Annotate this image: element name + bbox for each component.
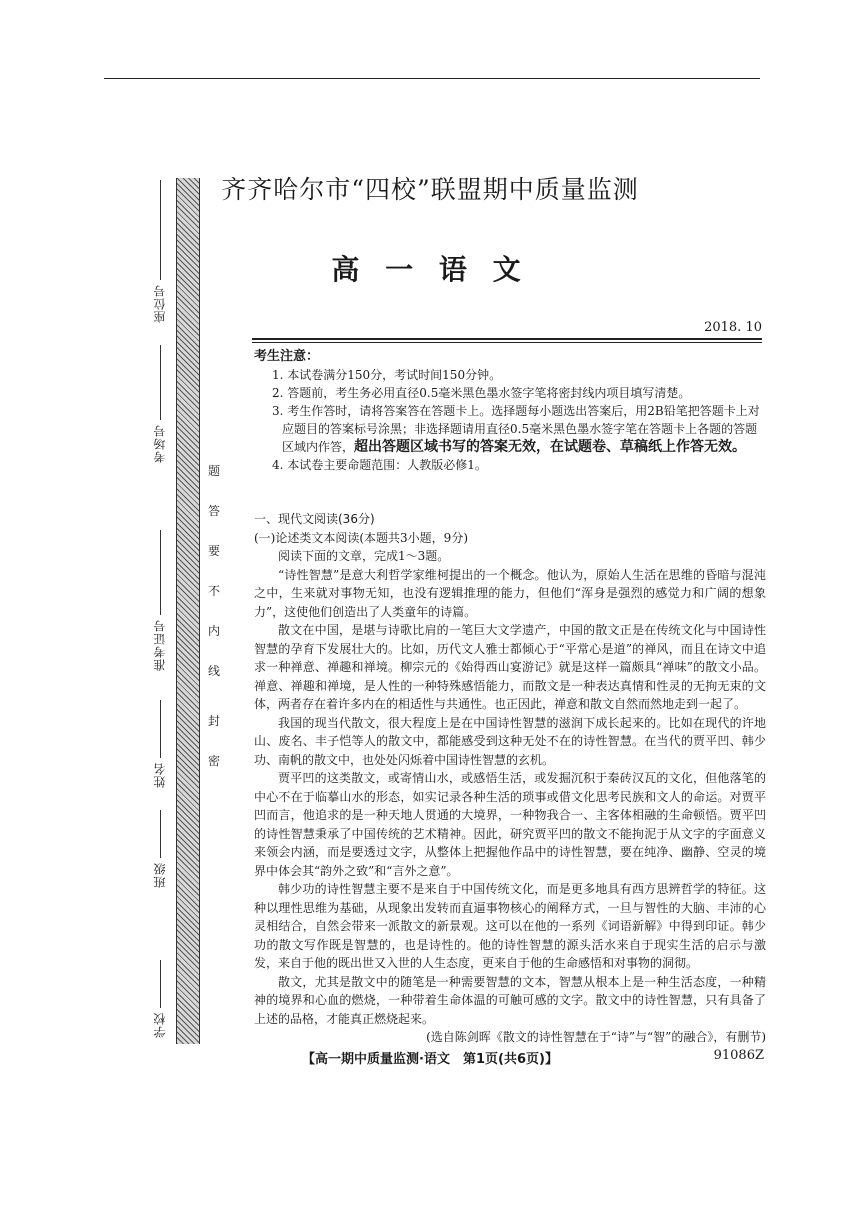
admission-number-field[interactable]: 准考证号: [150, 530, 170, 690]
article-paragraph: 贾平凹的这类散文，或寄情山水，或感悟生活，或发掘沉积于秦砖汉瓦的文化，但他落笔的中心不在于临摹山水的形态，如实记录各种生活的琐事或借文化思考民族和文人的命运。对贾平凹而言，他追求的是一种天地人贯通的大境界，一种物我合一、主客体相融的生命顿悟。贾平凹的诗性智慧秉承了中国传统的艺术精神。因此，研究贾平凹的散文不能拘泥于从文字的字面意义来领会内涵，而是要透过文字，从整体上把握他作品中的诗性智慧，要在纯净、幽静、空灵的境界中体会其“韵外之致”和“言外之意”。: [254, 771, 766, 878]
header-divider: [252, 338, 762, 343]
seal-char: 要: [207, 544, 220, 558]
exam-title: 齐齐哈尔市“四校”联盟期中质量监测: [221, 175, 639, 204]
class-field[interactable]: 班级: [150, 810, 170, 895]
exam-date: 2018. 10: [704, 320, 762, 335]
seal-char: 内: [207, 624, 220, 638]
article-paragraph: “诗性智慧”是意大利哲学家维柯提出的一个概念。他认为，原始人生活在思维的昏暗与混沌之中，生来就对事物无知，也没有逻辑推理的能力，但他们“浑身是强烈的感觉力和广阔的想象力”，这使他们创造出了人类童年的诗篇。: [254, 567, 766, 619]
article-paragraph: 散文在中国，是堪与诗歌比肩的一笔巨大文学遗产，中国的散文正是在传统文化与中国诗性智慧的孕育下发展壮大的。比如，历代文人雅士都倾心于“平常心是道”的禅风，而且在诗文中追求一种禅意、禅趣和禅境。柳宗元的《始得西山宴游记》就是这样一篇颇具“禅味”的散文小品。禅意、禅趣和禅境，是人性的一种特殊感悟能力，而散文是一种表达真情和性灵的无拘无束的文体，两者存在着许多内在的相适性与共通性。也正因此，禅意和散文自然而然地走到一起了。: [254, 623, 766, 711]
article-paragraph: 韩少功的诗性智慧主要不是来自于中国传统文化，而是更多地具有西方思辨哲学的特征。这种以理性思维为基础，从现象出发转而直逼事物核心的阐释方式，一旦与智性的大脑、丰沛的心灵相结合，自然会带来一派散文的新景观。这可以在他的一系列《词语新解》中得到印证。韩少功的散文写作既是智慧的，也是诗性的。他的诗性智慧的源头活水来自于现实生活的启示与激发，来自于他的既出世又入世的人生态度，更来自于他的生命感悟和对事物的洞彻。: [254, 882, 766, 970]
reading-section: [254, 510, 766, 1047]
notice-item-bold: 超出答题区域书写的答案无效，在试题卷、草稿纸上作答无效。: [354, 439, 747, 455]
seat-number-field[interactable]: 座位号: [150, 180, 170, 330]
notice-item-text: 3. 考生作答时，请将答案答在答题卡上。选择题每小题选出答案后，用2B铅笔把答题卡上对应题目的答案标号涂黑；非选择题请用直径0.5毫米黑色墨水签字笔在答题卡上各题的答题区域内作答，: [272, 404, 760, 454]
paper-code: 91086Z: [713, 1048, 764, 1063]
name-field[interactable]: 姓名: [150, 700, 170, 790]
notice-item: 4. 本试卷主要命题范围：人教版必修1。: [272, 458, 487, 472]
exam-room-field[interactable]: 考场号: [150, 345, 170, 480]
notice-item: 2. 答题前，考生务必用直径0.5毫米黑色墨水签字笔将密封线内项目填写清楚。: [272, 386, 691, 400]
seal-char: 封: [207, 714, 220, 728]
subsection-heading: (一)论述类文本阅读(本题共3小题，9分): [254, 530, 468, 545]
notice-item: [254, 402, 766, 456]
top-rule: [104, 78, 760, 79]
seal-char: 答: [207, 504, 220, 518]
notice-item: 1. 本试卷满分150分，考试时间150分钟。: [272, 368, 502, 382]
page-footer: 【高一期中质量监测·语文 第1页(共6页)】: [302, 1052, 558, 1067]
binding-strip: [176, 178, 200, 1044]
notice-heading: 考生注意：: [254, 349, 320, 364]
section-heading: 一、现代文阅读(36分): [254, 512, 375, 526]
reading-intro: 阅读下面的文章，完成1～3题。: [278, 549, 450, 563]
seal-char: 线: [207, 664, 220, 678]
school-field[interactable]: 学校: [150, 960, 170, 1040]
article-paragraph: 散文，尤其是散文中的随笔是一种需要智慧的文本，智慧从根本上是一种生活态度，一种精神的境界和心血的燃烧，一种带着生命体温的可触可感的文字。散文中的诗性智慧，只有具备了上述的品格，才能真正燃烧起来。: [254, 974, 766, 1026]
subject-title: 高 一 语 文: [331, 253, 529, 286]
seal-char: 不: [207, 584, 220, 598]
seal-char: 密: [207, 754, 220, 768]
article-paragraph: 我国的现当代散文，很大程度上是在中国诗性智慧的滋润下成长起来的。比如在现代的许地山、废名、丰子恺等人的散文中，都能感受到这种无处不在的诗性智慧。在当代的贾平凹、韩少功、南帆的散文中，也处处闪烁着中国诗性智慧的玄机。: [254, 715, 766, 767]
article-source: (选自陈剑晖《散文的诗性智慧在于“诗”与“智”的融合》，有删节): [426, 1030, 766, 1044]
candidate-notice: [254, 348, 766, 474]
seal-char: 题: [207, 464, 220, 478]
